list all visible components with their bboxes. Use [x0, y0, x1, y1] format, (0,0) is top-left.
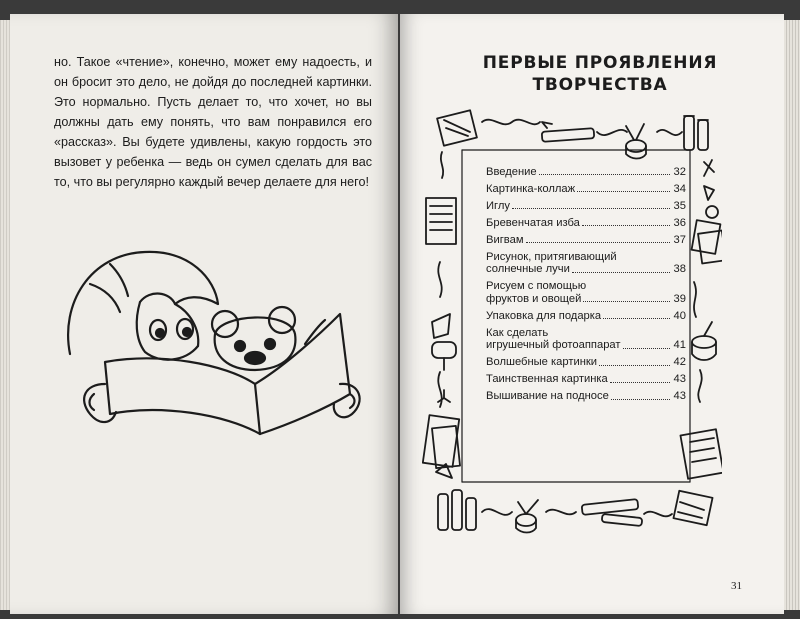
toc-leader-dots: [572, 272, 670, 273]
toc-item-page: 32: [673, 166, 686, 178]
toc-item-page: 37: [673, 234, 686, 246]
toc-item: [486, 217, 686, 229]
toc-item-title: фруктов и овощей: [486, 292, 582, 305]
section-title-line-1: ПЕРВЫЕ ПРОЯВЛЕНИЯ: [482, 53, 718, 73]
toc-item: [486, 356, 686, 368]
toc-item-page: 38: [673, 263, 686, 276]
toc-item-title: Волшебные картинки: [486, 356, 598, 369]
toc-item-title-first-line: Рисуем с помощью: [486, 280, 587, 293]
toc-item-page: 43: [673, 390, 686, 403]
toc-leader-dots: [512, 208, 670, 209]
toc-leader-dots: [526, 242, 670, 243]
toc-item: [486, 166, 686, 178]
toc-leader-dots: [582, 225, 670, 226]
toc-item-title: игрушечный фотоаппарат: [486, 339, 621, 352]
toc-item-title: Вышивание на подносе: [486, 390, 609, 403]
toc-item-page: 36: [673, 217, 686, 229]
toc-item-title-first-line: Рисунок, притягивающий: [486, 251, 617, 263]
toc-item-title: солнечные лучи: [486, 263, 570, 276]
toc-item: [486, 327, 686, 352]
table-of-contents: [486, 166, 686, 407]
toc-item-page: 41: [673, 339, 686, 352]
toc-item: [486, 390, 686, 402]
child-reading-book-illustration: [50, 234, 370, 444]
toc-item: [486, 200, 686, 212]
toc-item-title: Введение: [486, 166, 537, 178]
toc-item-page: 35: [673, 200, 686, 212]
toc-item-title: Бревенчатая изба: [486, 217, 580, 229]
toc-item-page: 40: [673, 309, 686, 322]
left-page-paragraph: но. Такое «чтение», конечно, может ему надоесть, и он бросит это дело, не дойдя до последней картинки. Это нормально. Пусть делает то, что хочет, но вы должны дать ему понять, что вам понравился его «рассказ». Вы будете удивлены, какую гордость это вызовет у ребенка — ведь он сумел сделать для вас то, что вы регулярно каждый вечер делаете для него!: [54, 55, 372, 189]
toc-item: [486, 280, 686, 305]
toc-item-page: 39: [673, 292, 686, 305]
toc-leader-dots: [599, 365, 670, 366]
toc-leader-dots: [610, 382, 670, 383]
left-page: [10, 14, 398, 614]
toc-item: [486, 373, 686, 385]
toc-item-title: Картинка-коллаж: [486, 183, 576, 195]
toc-leader-dots: [603, 318, 670, 319]
toc-item-page: 42: [673, 356, 686, 369]
toc-item-title-first-line: Как сделать: [486, 326, 549, 339]
toc-item-title: Иглу: [486, 200, 510, 212]
toc-leader-dots: [611, 399, 670, 400]
section-title: [480, 52, 720, 96]
toc-item: [486, 251, 686, 276]
page-stack-left-edge: [0, 20, 10, 610]
right-page: [400, 14, 784, 614]
toc-leader-dots: [577, 191, 670, 192]
toc-leader-dots: [623, 348, 670, 349]
toc-item-title: Упаковка для подарка: [486, 309, 602, 322]
toc-item-title: Вигвам: [486, 234, 524, 246]
toc-item-title: Таинственная картинка: [486, 373, 608, 386]
toc-item: [486, 183, 686, 195]
section-title-line-2: ТВОРЧЕСТВА: [532, 75, 668, 95]
toc-item: [486, 310, 686, 322]
toc-item: [486, 234, 686, 246]
page-stack-right-edge: [784, 20, 800, 610]
page-number: 31: [731, 580, 742, 592]
toc-item-page: 43: [673, 373, 686, 386]
toc-item-page: 34: [673, 183, 686, 195]
toc-leader-dots: [583, 301, 670, 302]
toc-leader-dots: [539, 174, 670, 175]
